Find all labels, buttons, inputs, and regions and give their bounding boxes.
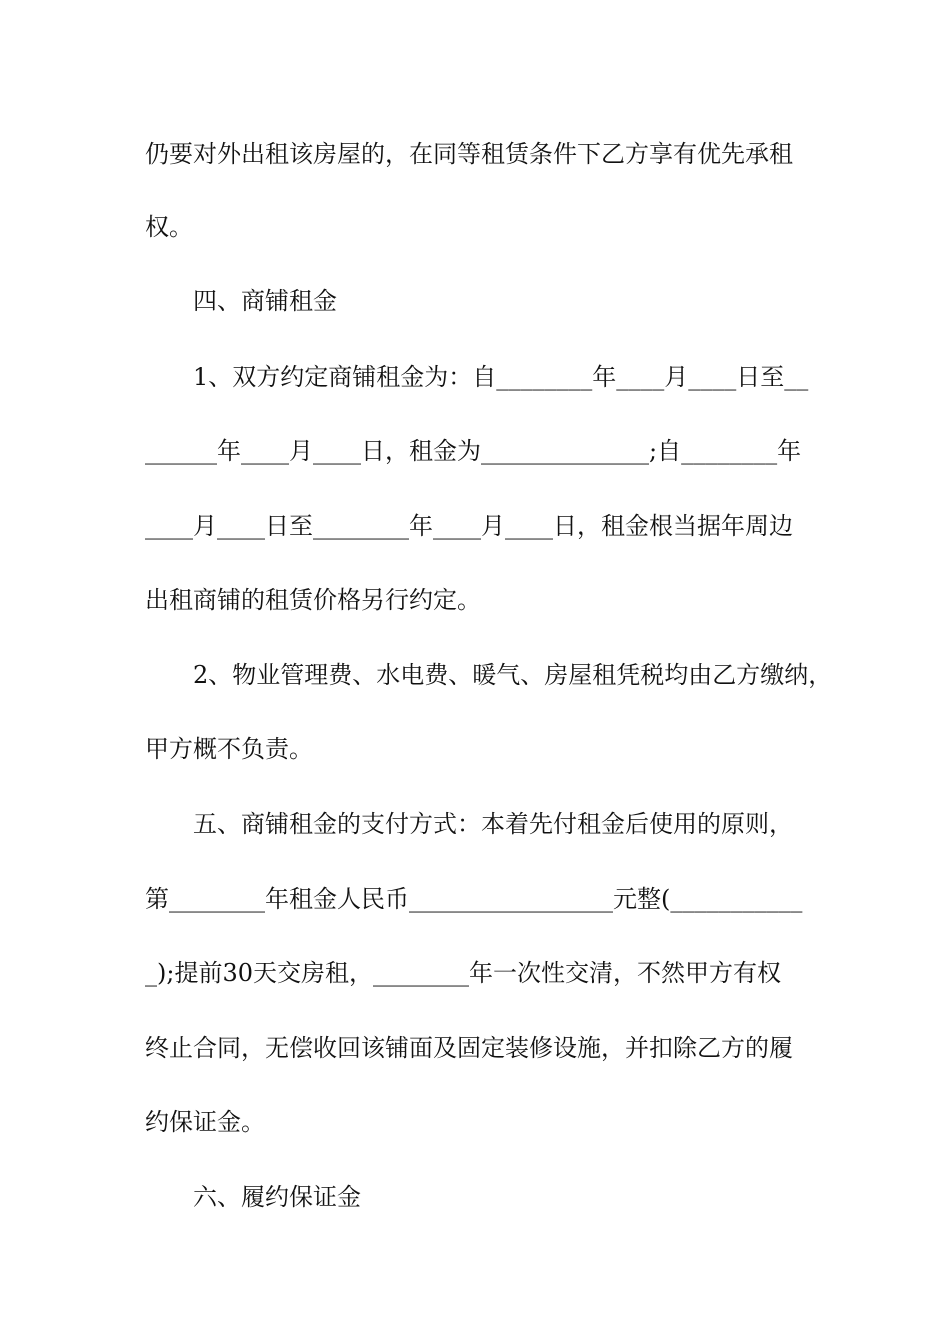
body-text-line: 1、双方约定商铺租金为：自________年____月____日至__ <box>193 363 809 391</box>
section-heading: 六、履约保证金 <box>193 1183 361 1211</box>
body-text-line: 仍要对外出租该房屋的，在同等租赁条件下乙方享有优先承租 <box>145 140 793 168</box>
section-heading: 四、商铺租金 <box>193 287 337 315</box>
body-text-line: ____月____日至________年____月____日，租金根当据年周边 <box>145 512 793 540</box>
body-text-line: 终止合同，无偿收回该铺面及固定装修设施，并扣除乙方的履 <box>145 1034 793 1062</box>
body-text-line: ______年____月____日，租金为______________;自________年 <box>145 437 802 465</box>
body-text-line: 约保证金。 <box>145 1108 265 1136</box>
body-text-line: 2、物业管理费、水电费、暖气、房屋租凭税均由乙方缴纳， <box>193 661 833 689</box>
body-text-line: _);提前30天交房租，________年一次性交清，不然甲方有权 <box>145 959 781 987</box>
body-text-line: 甲方概不负责。 <box>145 735 313 763</box>
section-heading: 五、商铺租金的支付方式：本着先付租金后使用的原则， <box>193 810 793 838</box>
body-text-line: 出租商铺的租赁价格另行约定。 <box>145 586 481 614</box>
body-text-line: 权。 <box>145 213 193 241</box>
body-text-line: 第________年租金人民币_________________元整(___________ <box>145 885 803 913</box>
